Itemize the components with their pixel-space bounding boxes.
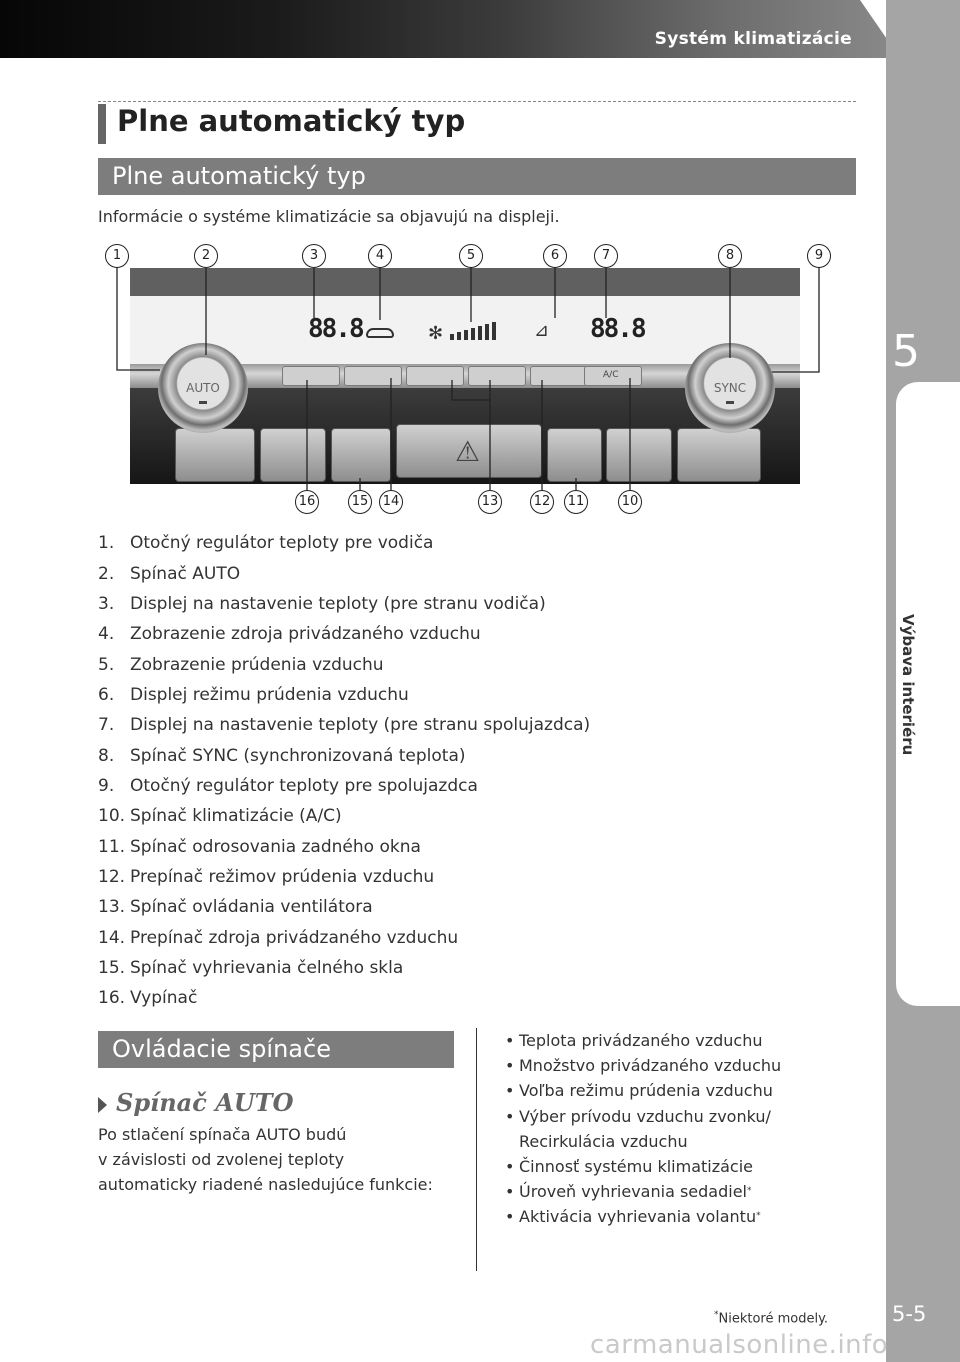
chapter-label: Výbava interiéru (899, 614, 917, 756)
callout-16: 16 (295, 490, 319, 514)
list-item-text: Zobrazenie zdroja privádzaného vzduchu (130, 624, 481, 645)
list-item-text: Spínač SYNC (synchronizovaná teplota) (130, 745, 466, 766)
list-item-text: Otočný regulátor teploty pre vodiča (130, 533, 434, 554)
callout-7: 7 (594, 244, 618, 268)
list-item (98, 710, 798, 740)
list-item-number: 8. (98, 745, 115, 766)
list-item-text: Prepínač režimov prúdenia vzduchu (130, 866, 435, 887)
bullet-text: Výber prívodu vzduchu zvonku/ (519, 1106, 771, 1126)
hazard-icon: ⚠ (455, 435, 481, 468)
auto-description (98, 1122, 468, 1197)
list-item-number: 16. (98, 988, 126, 1009)
list-item-text: Spínač ovládania ventilátora (130, 897, 373, 918)
list-item (98, 528, 798, 558)
bullet-text: Množstvo privádzaného vzduchu (519, 1056, 782, 1076)
list-item-number: 7. (98, 715, 115, 736)
temp-display-driver: 88.8 (308, 314, 363, 344)
body-line: automaticky riadené nasledujúce funkcie: (98, 1175, 433, 1194)
list-item: • Teplota privádzaného vzduchu (505, 1028, 875, 1053)
callout-2: 2 (194, 244, 218, 268)
callout-8: 8 (718, 244, 742, 268)
list-item-number: 5. (98, 654, 115, 675)
list-item-number: 15. (98, 957, 126, 978)
list-item-number: 13. (98, 897, 126, 918)
list-item (98, 649, 798, 679)
list-item-text: Spínač vyhrievania čelného skla (130, 957, 404, 978)
callout-14: 14 (379, 490, 403, 514)
list-item (98, 862, 798, 892)
list-item-number: 10. (98, 806, 126, 827)
list-item (98, 922, 798, 952)
list-item-number: 6. (98, 684, 115, 705)
subheading-marker-icon (98, 1097, 107, 1113)
callout-6: 6 (543, 244, 567, 268)
fan-icon: ✻ (428, 323, 444, 344)
footnote (714, 1310, 828, 1326)
list-item-text: Otočný regulátor teploty pre spolujazdca (130, 775, 478, 796)
footnote-star: * (756, 1211, 761, 1222)
list-item-text: Displej režimu prúdenia vzduchu (130, 684, 409, 705)
callout-10: 10 (618, 490, 642, 514)
section-heading: Plne automatický typ (98, 158, 856, 195)
list-item-text: Zobrazenie prúdenia vzduchu (130, 654, 384, 675)
component-list (98, 528, 798, 1014)
intro-text: Informácie o systéme klimatizácie sa objavujú na displeji. (98, 207, 560, 226)
section-heading-controls: Ovládacie spínače (98, 1031, 454, 1068)
list-item-text: Displej na nastavenie teploty (pre stranu vodiča) (130, 593, 546, 614)
callout-4: 4 (368, 244, 392, 268)
list-item: • Voľba režimu prúdenia vzduchu (505, 1078, 875, 1103)
list-item-text: Spínač odrosovania zadného okna (130, 836, 421, 857)
page-number: 5-5 (892, 1302, 927, 1326)
list-item (98, 558, 798, 588)
bullet-text: Aktivácia vyhrievania volantu (519, 1207, 757, 1227)
bullet-text: Recirkulácia vzduchu (519, 1131, 688, 1151)
list-item (98, 983, 798, 1013)
callout-13: 13 (478, 490, 502, 514)
list-item (98, 801, 798, 831)
list-item-number: 11. (98, 836, 126, 857)
page-title: Plne automatický typ (117, 104, 466, 138)
ac-label: A/C (603, 370, 619, 380)
list-item-text: Spínač AUTO (130, 563, 241, 584)
callout-1: 1 (105, 244, 129, 268)
list-item-text: Vypínač (130, 988, 198, 1009)
list-item: • Množstvo privádzaného vzduchu (505, 1053, 875, 1078)
callout-3: 3 (302, 244, 326, 268)
subheading-auto: Spínač AUTO (116, 1088, 294, 1117)
list-item-text: Prepínač zdroja privádzaného vzduchu (130, 927, 459, 948)
callout-9: 9 (807, 244, 831, 268)
callout-11: 11 (564, 490, 588, 514)
list-item (505, 1129, 875, 1154)
list-item-number: 2. (98, 563, 115, 584)
list-item-number: 9. (98, 775, 115, 796)
column-divider (476, 1028, 477, 1271)
list-item: • Činnosť systému klimatizácie (505, 1154, 875, 1179)
list-item (98, 619, 798, 649)
footnote-star: * (714, 1310, 719, 1320)
chapter-number: 5 (892, 326, 920, 377)
callout-5: 5 (459, 244, 483, 268)
list-item (98, 892, 798, 922)
list-item: • Výber prívodu vzduchu zvonku/ (505, 1104, 875, 1129)
auto-label: AUTO (186, 381, 220, 395)
auto-functions-list (505, 1028, 875, 1230)
bullet-text: Voľba režimu prúdenia vzduchu (519, 1081, 773, 1101)
list-item (98, 831, 798, 861)
watermark: carmanualsonline.info (590, 1330, 889, 1360)
list-item-number: 1. (98, 533, 115, 554)
list-item-number: 14. (98, 927, 126, 948)
list-item-text: Displej na nastavenie teploty (pre stranu spolujazdca) (130, 715, 591, 736)
body-line: Po stlačení spínača AUTO budú (98, 1125, 347, 1144)
bullet-text: Činnosť systému klimatizácie (519, 1157, 754, 1177)
sync-label: SYNC (713, 381, 747, 395)
body-line: v závislosti od zvolenej teploty (98, 1150, 345, 1169)
header-title: Systém klimatizácie (654, 29, 852, 49)
temp-display-passenger: 88.8 (590, 314, 645, 344)
list-item: • Úroveň vyhrievania sedadiel * (505, 1179, 875, 1204)
footnote-star: * (747, 1186, 752, 1197)
callout-15: 15 (348, 490, 372, 514)
list-item (98, 680, 798, 710)
footnote-text: Niektoré modely. (718, 1311, 829, 1327)
bullet-text: Úroveň vyhrievania sedadiel (519, 1182, 747, 1202)
list-item (98, 589, 798, 619)
list-item-number: 3. (98, 593, 115, 614)
list-item-number: 12. (98, 866, 126, 887)
callout-12: 12 (530, 490, 554, 514)
list-item-number: 4. (98, 624, 115, 645)
airflow-mode-icon: ⊿ (534, 320, 550, 341)
list-item (98, 953, 798, 983)
list-item (98, 740, 798, 770)
bullet-text: Teplota privádzaného vzduchu (519, 1031, 763, 1050)
list-item-text: Spínač klimatizácie (A/C) (130, 806, 342, 827)
list-item: • Aktivácia vyhrievania volantu * (505, 1204, 875, 1229)
list-item (98, 771, 798, 801)
